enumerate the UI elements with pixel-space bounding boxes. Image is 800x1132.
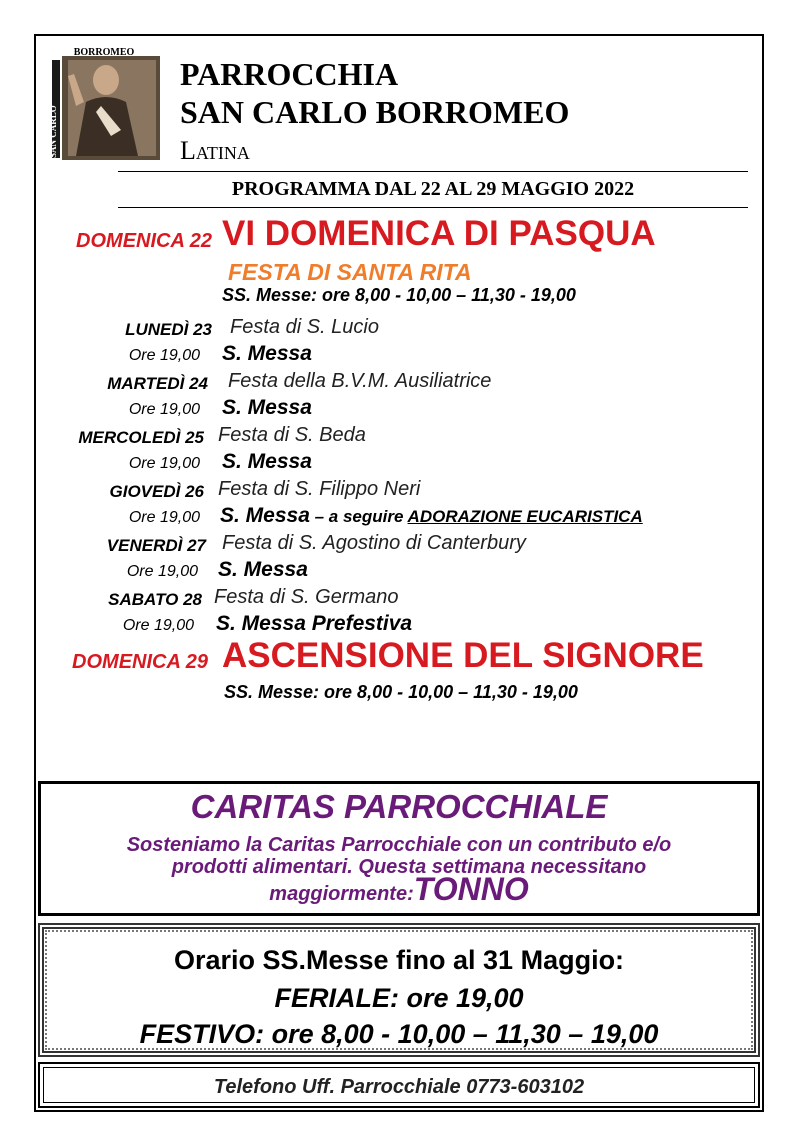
mass-schedule-box (38, 923, 760, 1057)
day-mass: S. Messa (220, 504, 310, 527)
parish-logo (46, 46, 162, 162)
caritas-item: TONNO (413, 871, 529, 907)
header-city: Latina (180, 136, 250, 165)
day-time: Ore 19,00 (126, 563, 198, 580)
caritas-line3-wrap (41, 871, 757, 907)
header-line1: PARROCCHIA (180, 56, 399, 92)
logo-side-text: SAN CARLO (48, 105, 58, 158)
day-feast: Festa di S. Filippo Neri (218, 478, 421, 500)
day-label: LUNEDÌ 23 (125, 320, 212, 339)
sunday1-feast: FESTA DI SANTA RITA (228, 259, 472, 285)
sunday1-title: VI DOMENICA DI PASQUA (222, 214, 656, 253)
caritas-line3: maggiormente: (269, 883, 414, 905)
day-mass: S. Messa (222, 450, 312, 473)
caritas-text (41, 834, 757, 905)
sunday2-title: ASCENSIONE DEL SIGNORE (222, 636, 704, 675)
schedule-line2: FERIALE: ore 19,00 (274, 983, 524, 1013)
day-feast: Festa della B.V.M. Ausiliatrice (228, 370, 492, 392)
schedule-line1: Orario SS.Messe fino al 31 Maggio: (173, 945, 625, 975)
day-time: Ore 19,00 (128, 455, 200, 472)
day-feast: Festa di S. Germano (214, 586, 399, 608)
schedule-line3: FESTIVO: ore 8,00 - 10,00 – 11,30 – 19,00 (139, 1019, 659, 1049)
day-time: Ore 19,00 (128, 509, 200, 526)
sunday2-masses: SS. Messe: ore 8,00 - 10,00 – 11,30 - 19,00 (224, 682, 578, 702)
day-mass: S. Messa (222, 342, 312, 365)
caritas-title: CARITAS PARROCCHIALE (190, 788, 608, 825)
day-feast: Festa di S. Lucio (230, 316, 379, 338)
day-feast: Festa di S. Agostino di Canterbury (222, 532, 526, 554)
program-title: PROGRAMMA DAL 22 AL 29 MAGGIO 2022 (231, 178, 635, 200)
rule-top (118, 171, 748, 172)
day-feast: Festa di S. Beda (218, 424, 366, 446)
day-label: SABATO 28 (108, 590, 202, 609)
phone-box (38, 1062, 760, 1108)
day-label: VENERDÌ 27 (106, 536, 206, 555)
caritas-line1: Sosteniamo la Caritas Parrocchiale con un contributo e/o (126, 834, 672, 856)
day-mass-with-adoration (220, 504, 643, 528)
header-line2: SAN CARLO BORROMEO (180, 94, 570, 130)
caritas-box (38, 781, 760, 916)
caritas-line2: prodotti alimentari. Questa settimana necessitano (171, 856, 647, 878)
day-label: GIOVEDÌ 26 (109, 482, 204, 501)
day-time: Ore 19,00 (128, 347, 200, 364)
day-label: MARTEDÌ 24 (107, 374, 208, 393)
day-label: MERCOLEDÌ 25 (78, 428, 204, 447)
sunday2-label: DOMENICA 29 (72, 651, 208, 673)
day-time: Ore 19,00 (122, 617, 194, 634)
day-mass: S. Messa (218, 558, 308, 581)
day-mass: S. Messa (222, 396, 312, 419)
day-mass: S. Messa Prefestiva (216, 612, 413, 635)
sunday1-label: DOMENICA 22 (76, 230, 212, 252)
phone-text: Telefono Uff. Parrocchiale 0773-603102 (43, 1067, 755, 1103)
adoration-prefix: – a seguire (309, 507, 408, 526)
adoration-text: ADORAZIONE EUCARISTICA (407, 507, 643, 526)
rule-bottom (118, 207, 748, 208)
sunday1-masses: SS. Messe: ore 8,00 - 10,00 – 11,30 - 19,00 (222, 285, 576, 305)
logo-top-text: BORROMEO (73, 47, 135, 58)
day-time: Ore 19,00 (128, 401, 200, 418)
